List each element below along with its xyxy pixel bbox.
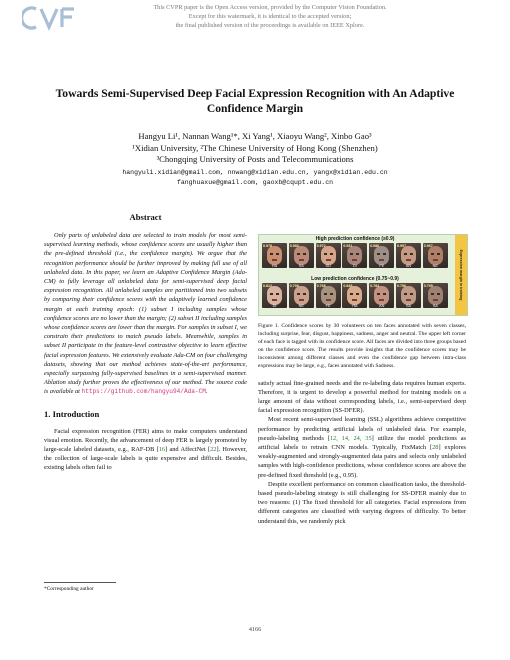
author-names: Hangyu Li¹, Nannan Wang¹*, Xi Yang¹, Xiaoyu Wang², Xinbo Gao³ <box>138 131 372 141</box>
face-image <box>294 246 309 265</box>
introduction-heading: 1. Introduction <box>44 408 100 419</box>
confidence-score: 0.986 <box>370 244 380 248</box>
affiliation-line: ¹Xidian University, ²The Chinese University of Hong Kong (Shenzhen) <box>132 142 378 153</box>
face-eyes <box>324 253 333 255</box>
expression-class-label: AN <box>405 264 412 268</box>
face-eyes <box>377 293 386 295</box>
face-eyes <box>431 253 440 255</box>
email-line: hangyuli.xidian@gmail.com, nnwang@xidian.edu.cn, yangx@xidian.edu.cn <box>122 169 388 176</box>
face-mouth <box>379 299 384 301</box>
face-eyes <box>324 293 333 295</box>
figure-caption: Figure 1. Confidence scores by 30 volunteers on ten faces annotated with seven classes, including surprise, fear, disgust, happiness, sadness, anger and neutral. The upper left corner of each face is tagged with its confidence score. All faces are divided into three groups based on the confidence score. The results provide insights that the confidence scores may be inconsistent among different classes and even the confidence gap between intra-class expressions may be large, e.g., faces annotated with Sadness. <box>258 323 466 370</box>
face-image <box>294 286 309 305</box>
face-eyes <box>350 293 359 295</box>
face-thumbnail <box>316 243 341 268</box>
face-mouth <box>272 299 277 301</box>
face-image <box>347 246 362 265</box>
body-paragraph: Despite excellent performance on common classification tasks, the threshold-based pseudo-labeling strategy is still challenging for SS-DFER mainly due to two reasons: (1) The fixed threshold for all categories. Facial expressions from different categories are classified with varying degrees of difficulty. To better understand this, we randomly pick <box>258 480 466 525</box>
confidence-score: 0.812 <box>263 284 272 288</box>
face-image <box>267 246 282 265</box>
confidence-score: 0.972 <box>316 244 326 248</box>
abstract-heading: Abstract <box>129 212 162 222</box>
source-code-link[interactable]: https://github.com/hangyu94/Ada-CM <box>81 388 206 396</box>
abstract-text: Only parts of unlabeled data are selected to train models for most semi-supervised learning methods, whose confidence scores are usually higher than the pre-defined threshold (i.e., the confidence margin). We argue that the recognition performance should be further improved by making full use of all unlabeled data. In this paper, we learn an Adaptive Confidence Margin (Ada-CM) to fully leverage all unlabeled data for semi-supervised deep facial expression recognition. All unlabeled samples are partitioned into two subsets by comparing their confidence scores with the adaptively learned confidence margin at each training epoch: (1) subset I including samples whose confidence scores are no lower than the margin; (2) subset II including samples whose confidence scores are lower than the margin. For samples in subset I, we constrain their predictions to match pseudo labels. Meanwhile, samples in subset II participate in the feature-level contrastive objective to learn effective facial expression features. We extensively evaluate Ada-CM on four challenging datasets, showing that our method achieves state-of-the-art performance, especially surpassing fully-supervised baselines in a semi-supervised manner. Ablation study further proves the effectiveness of our method. The source code is available at https://github.com/hangyu94/Ada-CM. <box>44 232 247 396</box>
open-access-watermark <box>100 3 440 30</box>
confidence-score: 0.957 <box>397 244 406 248</box>
email-line: fanghuaxue@gmail.com, gaoxb@cqupt.edu.cn <box>176 179 334 186</box>
intro-text: Facial expression recognition (FER) aims to make computers understand visual emotion. Recently, the advancement of deep FER is largely promoted by large-scale labeled datasets, e.g., RAF-DB [ <box>44 427 247 454</box>
body-text: ] utilize the model predictions as artificial labels to retrain CNN models. Typically, FixMatch [ <box>258 434 466 451</box>
citation-link[interactable]: 16 <box>158 446 166 454</box>
expression-class-label: SU <box>325 264 331 268</box>
face-eyes <box>297 253 306 255</box>
face-eyes <box>431 293 440 295</box>
face-image <box>401 286 416 305</box>
face-mouth <box>299 299 304 301</box>
confidence-score: 0.756 <box>397 284 406 288</box>
face-thumbnail <box>423 243 448 268</box>
face-thumbnail <box>369 283 394 308</box>
confidence-score: 0.768 <box>316 284 326 288</box>
left-column <box>44 212 247 473</box>
face-image <box>321 286 336 305</box>
figure-1 <box>258 234 468 316</box>
face-thumbnail <box>396 243 421 268</box>
face-mouth <box>352 259 357 261</box>
confidence-score: 0.978 <box>263 244 272 248</box>
expression-class-label: SA <box>432 304 438 308</box>
face-eyes <box>377 253 386 255</box>
expression-class-label: FE <box>379 264 385 268</box>
face-mouth <box>433 299 438 301</box>
face-thumbnail <box>289 243 314 268</box>
citation-link[interactable]: 12, 14, 24, 35 <box>329 434 372 442</box>
side-band-label: Expression margin in training <box>459 249 463 301</box>
body-paragraph <box>258 415 466 479</box>
face-image <box>374 246 389 265</box>
intro-text: ] and AffectNet [ <box>165 446 211 454</box>
footnote: *Corresponding author <box>44 586 94 592</box>
expression-class-label: DI <box>272 304 277 308</box>
page-number: 4166 <box>248 626 262 633</box>
face-image <box>347 286 362 305</box>
face-eyes <box>404 293 413 295</box>
face-eyes <box>270 293 279 295</box>
abstract-body: Only parts of unlabeled data are selected to train models for most semi-supervised learning methods, whose confidence scores are usually higher than the pre-defined threshold (i.e., the confidence margin). We argue that the recognition performance should be further improved by making full use of all unlabeled data. In this paper, we learn an Adaptive Confidence Margin (Ada-CM) to fully leverage all unlabeled data for semi-supervised deep facial expression recognition. All unlabeled samples are partitioned into two subsets by comparing their confidence scores with the adaptively learned confidence margin at each training epoch: (1) subset I including samples whose confidence scores are no lower than the margin; (2) subset II including samples whose confidence scores are lower than the margin. For samples in subset I, we constrain their predictions to match pseudo labels. Meanwhile, samples in subset II participate in the feature-level contrastive objective to learn effective facial expression features. We extensively evaluate Ada-CM on four challenging datasets, showing that our method achieves state-of-the-art performance, especially surpassing fully-supervised baselines in a semi-supervised manner. Ablation study further proves the effectiveness of our method. The source code is available at <box>44 232 247 396</box>
citation-link[interactable]: 28 <box>432 443 439 451</box>
face-image <box>374 286 389 305</box>
face-eyes <box>404 253 413 255</box>
face-eyes <box>350 253 359 255</box>
watermark-line: This CVPR paper is the Open Access version, provided by the Computer Vision Foundation. <box>153 4 387 11</box>
intro-text: ]. However, the collection of large-scale labels is quite expensive and difficult. Besides, existing labels often fail to <box>44 446 248 472</box>
confidence-score: 0.799 <box>289 284 299 288</box>
expression-class-label: NE <box>298 304 304 308</box>
face-image <box>428 246 443 265</box>
face-thumbnail <box>262 243 287 268</box>
face-thumbnail <box>262 283 287 308</box>
expression-class-label: HA <box>271 264 278 268</box>
face-mouth <box>272 259 277 261</box>
face-thumbnail <box>342 283 367 308</box>
figure-side-band <box>455 235 467 315</box>
face-image <box>267 286 282 305</box>
confidence-score: 0.848 <box>343 284 353 288</box>
face-mouth <box>406 299 411 301</box>
confidence-score: 0.967 <box>423 244 433 248</box>
expression-class-label: DI <box>352 264 357 268</box>
right-column <box>258 212 466 526</box>
expression-class-label: AN <box>379 304 385 308</box>
expression-class-label: FE <box>325 304 331 308</box>
citation-link[interactable]: 22 <box>210 446 217 454</box>
face-image <box>321 246 336 265</box>
expression-class-label: SA <box>405 304 412 308</box>
confidence-score: 0.983 <box>289 244 299 248</box>
cvf-logo <box>22 5 82 31</box>
intro-paragraph <box>44 427 247 473</box>
face-thumbnail <box>316 283 341 308</box>
face-mouth <box>326 299 331 301</box>
face-image <box>428 286 443 305</box>
confidence-score: 0.795 <box>423 284 433 288</box>
face-mouth <box>352 299 357 301</box>
watermark-line: Except for this watermark, it is identical to the accepted version; <box>188 13 352 20</box>
high-confidence-label: High prediction confidence (≥0.9) <box>315 236 395 242</box>
watermark-line: the final published version of the proceedings is available on IEEE Xplore. <box>175 22 365 29</box>
face-thumbnail <box>369 243 394 268</box>
body-paragraph: satisfy actual fine-grained needs and the re-labeling data requires human experts. Therefore, it is urgent to develop a powerful method for training models on a large amount of data without corresponding labels, i.e., semi-supervised deep facial expression recognition (SS-DFER). <box>258 379 466 415</box>
email-block <box>20 168 490 188</box>
face-thumbnail <box>396 283 421 308</box>
body-text: Most recent semi-supervised learning (SSL) algorithms achieve competitive performance by predicting artificial labels of unlabeled data. For example, pseudo-labeling methods [ <box>258 416 466 442</box>
title-line: Confidence Margin <box>206 102 304 115</box>
low-confidence-label: Low prediction confidence (0.75~0.9) <box>311 276 399 282</box>
face-mouth <box>326 259 331 261</box>
footnote-divider <box>44 582 116 583</box>
face-mouth <box>406 259 411 261</box>
expression-class-label: HA <box>352 304 358 308</box>
affiliation-line: ³Chongqing University of Posts and Telecommunications <box>156 154 354 164</box>
title-line: Towards Semi-Supervised Deep Facial Expression Recognition with An Adaptive <box>55 87 455 100</box>
author-block <box>20 131 490 166</box>
face-mouth <box>299 259 304 261</box>
body-text: ] explores weakly-augmented and strongly-augmented data pairs and selects only unlabeled samples with high-confidence predictions, whose confidence scores are above the pre-defined fixed threshold (e.g., 0.95). <box>258 443 466 479</box>
face-mouth <box>379 259 384 261</box>
face-mouth <box>433 259 438 261</box>
confidence-score: 0.784 <box>370 284 380 288</box>
expression-class-label: NE <box>432 264 438 268</box>
face-eyes <box>270 253 279 255</box>
confidence-score: 0.931 <box>343 244 353 248</box>
face-image <box>401 246 416 265</box>
face-thumbnail <box>289 283 314 308</box>
paper-title <box>20 86 490 116</box>
face-thumbnail <box>423 283 448 308</box>
expression-class-label: SA <box>298 264 304 268</box>
face-thumbnail <box>342 243 367 268</box>
face-eyes <box>297 293 306 295</box>
